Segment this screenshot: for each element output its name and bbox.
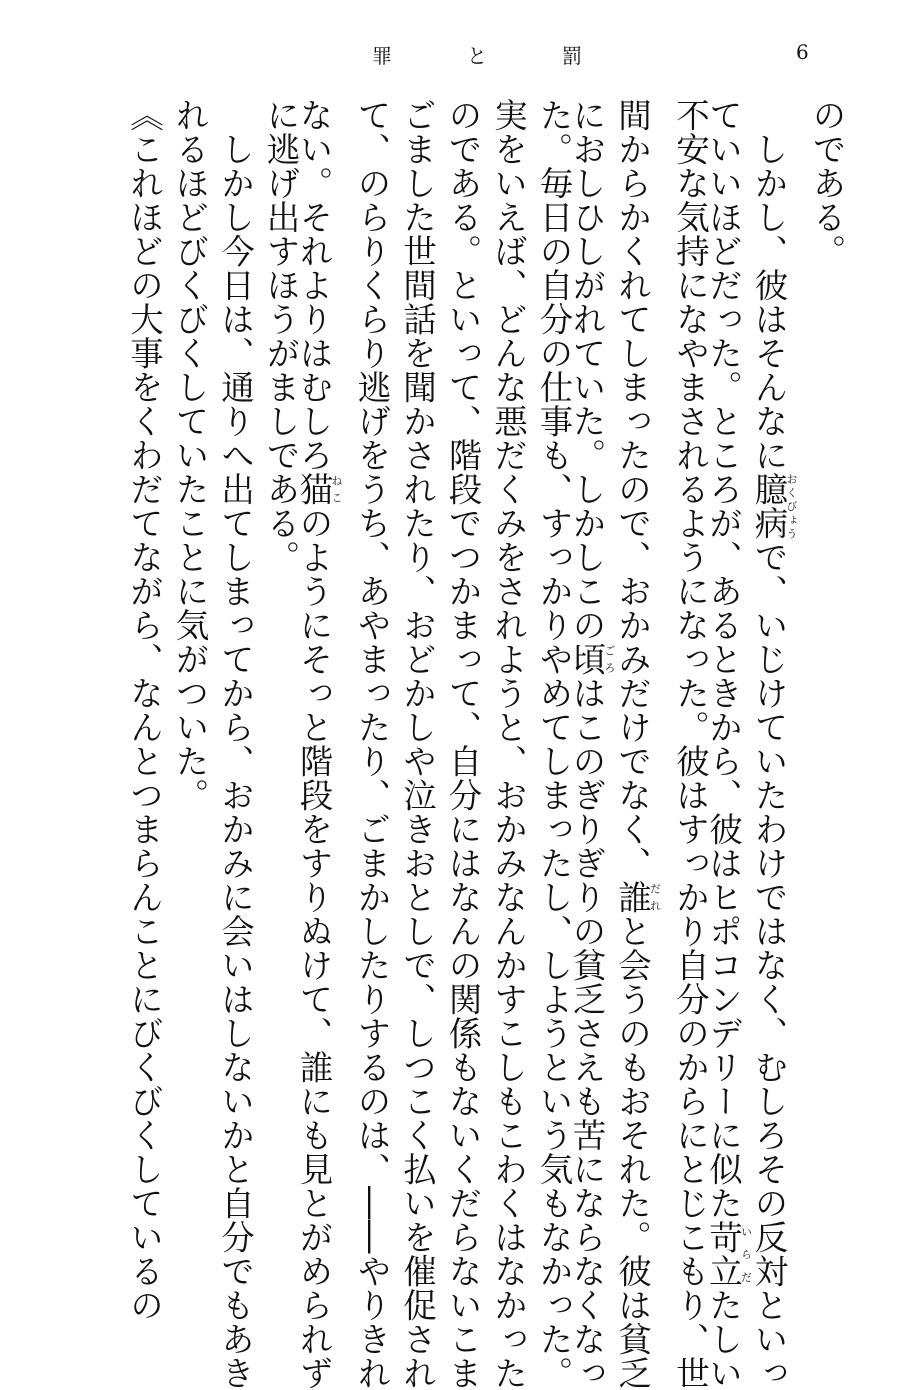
text-segment: に逃げ出すほうがましである。 xyxy=(261,98,300,574)
text-segment: はこのぎりぎりの貧乏さえも苦にならなくなっ xyxy=(567,676,606,1390)
text-line xyxy=(257,98,300,574)
text-line xyxy=(612,98,662,1390)
text-line xyxy=(394,98,437,1390)
text-segment: て、のらりくらり逃げをうち、あやまったり、ごまかしたりするのは、――やりきれ xyxy=(352,98,391,1390)
text-line xyxy=(212,98,255,1390)
text-line xyxy=(667,98,710,1390)
running-head-char: と xyxy=(467,44,487,68)
running-head-char: 罪 xyxy=(372,44,392,68)
text-segment: しかし今日は、通りへ出てしまってから、おかみに会いはしないかと自分でもあき xyxy=(215,98,255,1390)
ruby-reading: いらだ xyxy=(739,1220,753,1288)
text-line xyxy=(703,98,753,1390)
page-number: 6 xyxy=(796,40,809,64)
text-segment: ない。それよりはむしろ xyxy=(294,98,333,472)
text-segment: れるほどびくびくしていたことに気がついた。 xyxy=(170,98,209,812)
text-line xyxy=(294,98,343,1390)
text-segment: のである。 xyxy=(807,98,846,268)
ruby-word: 猫ねこ xyxy=(294,472,343,506)
text-segment: 実をいえば、どんな悪だくみをされようと、おかみなんかすこしもこわくはなかった xyxy=(488,98,528,1390)
text-line xyxy=(121,98,164,1322)
text-segment: ていいほどだった。ところが、あるときから、彼はヒポコンデリーに似た xyxy=(703,98,743,1220)
text-segment: 不安な気持になやまされるようになった。彼はすっかり自分のからにとじこもり、世 xyxy=(670,98,710,1390)
text-segment: 《これほどの大事をくわだてながら、なんとつまらんことにびくびくしているの xyxy=(124,98,164,1322)
ruby-word: 誰だれ xyxy=(612,880,662,914)
text-segment: 間からかくれてしまったので、おかみだけでなく、 xyxy=(612,98,652,880)
text-line xyxy=(348,98,391,1390)
text-line xyxy=(530,98,573,1390)
text-segment: で、いじけていたわけではなく、むしろその反対といっ xyxy=(749,540,788,1390)
text-segment: ごました世間話を聞かされたり、おどかしや泣きおとしで、しつこく払いを催促され xyxy=(397,98,437,1390)
running-head-title xyxy=(372,40,582,69)
text-segment: しかし、彼はそんなに xyxy=(749,98,788,472)
text-segment: のようにそっと階段をすりぬけて、誰にも見とがめられず xyxy=(294,506,333,1390)
running-head-char: 罰 xyxy=(562,44,582,68)
text-segment: のである。といって、階段でつかまって、自分にはなんの関係もないくだらないこま xyxy=(443,98,482,1390)
ruby-word: 臆病おくびょう xyxy=(749,472,798,540)
text-line xyxy=(485,98,528,1390)
ruby-word: 苛立いらだ xyxy=(703,1220,753,1288)
text-line xyxy=(567,98,616,1390)
text-segment: たしい xyxy=(703,1288,743,1390)
text-segment: と会うのもおそれた。彼は貧乏 xyxy=(612,914,652,1390)
text-line xyxy=(749,98,798,1390)
text-line xyxy=(803,98,846,268)
ruby-reading: おくびょう xyxy=(785,472,798,540)
text-segment: た。毎日の自分の仕事も、すっかりやめてしまったし、しようという気もなかった。 xyxy=(534,98,573,1390)
ruby-word: 頃ごろ xyxy=(567,642,616,676)
ruby-reading: ごろ xyxy=(603,642,616,676)
text-line xyxy=(166,98,209,812)
text-line xyxy=(439,98,482,1390)
text-segment: におしひしがれていた。しかしこの xyxy=(567,98,606,642)
ruby-reading: ねこ xyxy=(330,472,343,506)
ruby-reading: だれ xyxy=(648,880,662,914)
